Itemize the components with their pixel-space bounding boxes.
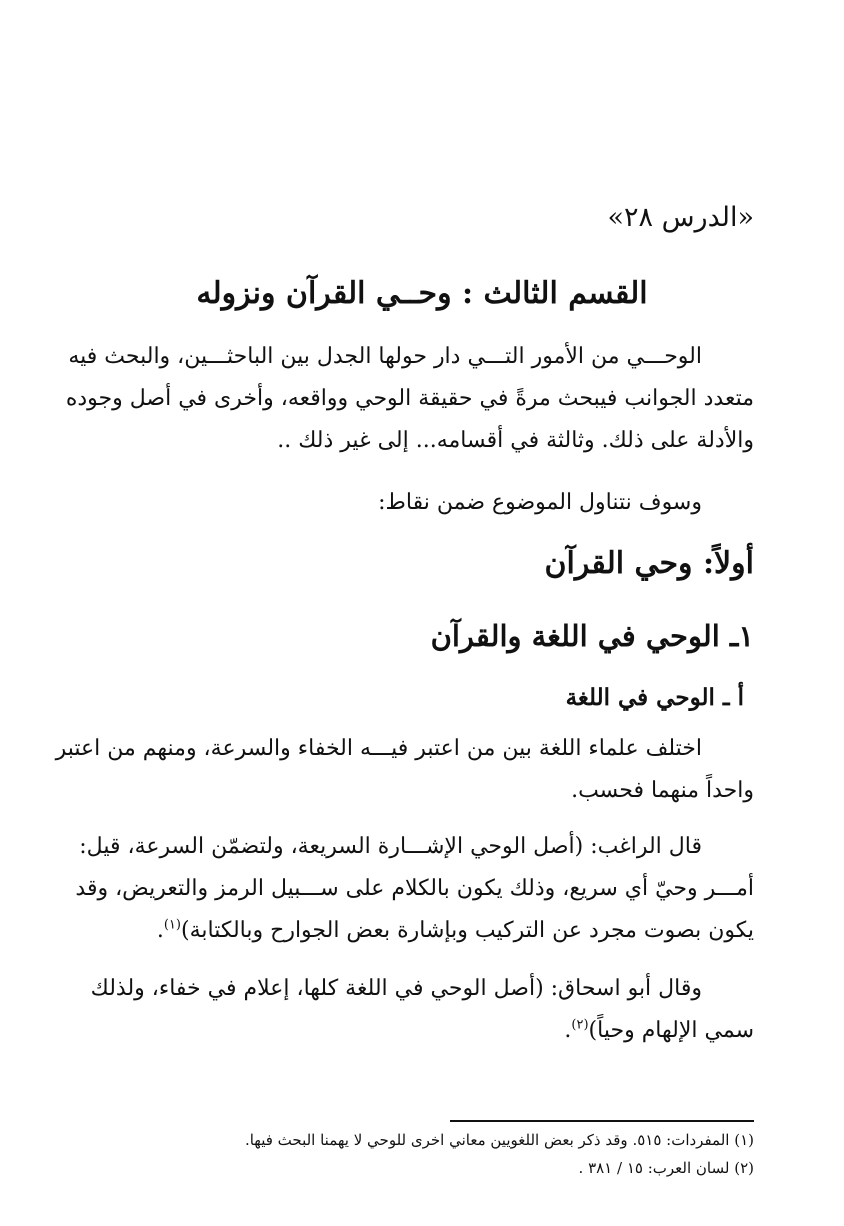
approach-line: وسوف نتناول الموضوع ضمن نقاط: [378, 490, 702, 515]
raghib-line: أمـــر وحيّ أي سريع، وذلك يكون بالكلام على ســـبيل الرمز والتعريض، وقد [75, 876, 754, 901]
heading-first: أولاً: وحي القرآن [544, 546, 754, 581]
footnote-ref-1[interactable]: (١) [163, 917, 181, 933]
scholars-line: اختلف علماء اللغة بين من اعتبر فيـــه الخفاء والسرعة، ومنهم من اعتبر [55, 736, 702, 761]
ishaq-line-last [88, 1010, 754, 1052]
lesson-label: «الدرس ٢٨» [607, 202, 754, 233]
heading-one: ١ـ الوحي في اللغة والقرآن [430, 619, 754, 653]
period: . [564, 1018, 572, 1043]
ishaq-line-text: سمي الإلهام وحياً) [588, 1018, 754, 1043]
footnote-1: (١) المفردات: ٥١٥. وقد ذكر بعض اللغويين معاني اخرى للوحي لا يهمنا البحث فيها. [244, 1131, 754, 1149]
ishaq-line: وقال أبو اسحاق: (أصل الوحي في اللغة كلها، إعلام في خفاء، ولذلك [90, 976, 702, 1001]
footnote-divider [450, 1120, 754, 1122]
period: . [156, 918, 164, 943]
raghib-line-text: يكون بصوت مجرد عن التركيب وبإشارة بعض الجوارح وبالكتابة) [180, 918, 754, 943]
intro-paragraph [65, 336, 754, 462]
ishaq-paragraph [88, 968, 754, 1052]
intro-line: والأدلة على ذلك. وثالثة في أقسامه... إلى غير ذلك .. [277, 428, 754, 453]
intro-line: متعدد الجوانب فيبحث مرةً في حقيقة الوحي وواقعه، وأخرى في أصل وجوده [65, 386, 754, 411]
scholars-paragraph [55, 728, 754, 812]
footnote-ref-2[interactable]: (٢) [571, 1017, 589, 1033]
heading-alif: أ ـ الوحي في اللغة [565, 684, 744, 711]
footnote-2: (٢) لسان العرب: ١٥ / ٣٨١ . [578, 1159, 754, 1177]
raghib-line: قال الراغب: (أصل الوحي الإشـــارة السريعة، ولتضمّن السرعة، قيل: [79, 834, 702, 859]
intro-line: الوحـــي من الأمور التـــي دار حولها الجدل بين الباحثـــين، والبحث فيه [68, 344, 702, 369]
raghib-line-last [88, 910, 754, 952]
footnotes [88, 1126, 754, 1182]
section-title: القسم الثالث : وحــي القرآن ونزوله [196, 276, 648, 311]
scholars-line: واحداً منهما فحسب. [571, 778, 754, 803]
raghib-paragraph [75, 826, 754, 952]
